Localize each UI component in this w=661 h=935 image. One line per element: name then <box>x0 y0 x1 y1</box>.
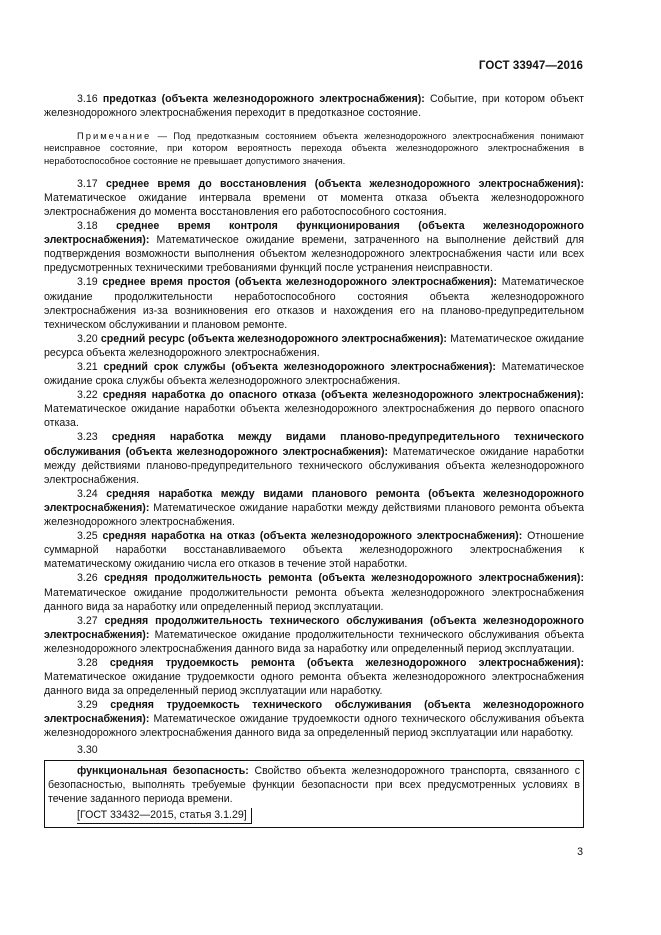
term-name: средняя трудоемкость технического обслуживания (объекта железнодорожного электроснабжения): <box>44 699 584 726</box>
term-name: средняя наработка на отказ (объекта железнодорожного электроснабжения): <box>102 530 523 543</box>
term-definition: Математическое ожидание трудоемкости одного ремонта объекта железнодорожного электроснабжения данного вида за определенный период эксплуатации или наработку. <box>44 671 584 698</box>
term-3-24 <box>44 487 584 529</box>
term-number: 3.26 <box>77 572 98 585</box>
source-reference: [ГОСТ 33432—2015, статья 3.1.29] <box>77 808 252 824</box>
term-definition: Математическое ожидание интервала времени от момента отказа объекта железнодорожного электроснабжения до момента восстановления его работоспособного состояния. <box>44 191 584 218</box>
term-3-29 <box>44 698 584 740</box>
term-3-20 <box>44 332 584 360</box>
term-name: средний ресурс (объекта железнодорожного электроснабжения): <box>100 332 447 345</box>
term-definition: Математическое ожидание трудоемкости одного технического обслуживания объекта железнодорожного электроснабжения данного вида за определенный период эксплуатации или наработку. <box>44 713 584 740</box>
term-name: средняя наработка между видами планово-предупредительного технического обслуживания (объекта железнодорожного электроснабжения): <box>44 431 584 458</box>
term-3-18 <box>44 219 584 275</box>
term-definition: Математическое ожидание продолжительности ремонта объекта железнодорожного электроснабжения данного вида за наработку или определенный период эксплуатации. <box>44 586 584 613</box>
term-number: 3.24 <box>77 487 98 500</box>
term-3-21 <box>44 360 584 388</box>
term-3-16 <box>44 92 584 120</box>
term-number: 3.21 <box>77 361 98 374</box>
term-3-17 <box>44 177 584 219</box>
term-definition: Свойство объекта железнодорожного транспорта, связанного с безопасностью, выполнять требуемые функции безопасности при всех предусмотренных условиях в течение заданного периода времени. <box>48 764 580 805</box>
note-label: Примечание <box>77 130 152 142</box>
note <box>44 130 584 167</box>
term-number: 3.16 <box>77 93 98 105</box>
note-dash: — <box>151 130 174 142</box>
term-3-30-box <box>44 760 584 828</box>
term-number: 3.27 <box>77 614 98 627</box>
term-name: среднее время контроля функционирования (объекта железнодорожного электроснабжения): <box>44 220 584 247</box>
term-number: 3.23 <box>77 431 98 444</box>
term-definition: Математическое ожидание срока службы объекта железнодорожного электроснабжения. <box>44 361 584 388</box>
term-definition: Математическое ожидание продолжительности неработоспособного состояния объекта железнодорожного электроснабжения из-за возникновения его отказов и нахождения его на планово-предупредительном техническом обслуживании и плановом ремонте. <box>44 276 584 331</box>
term-3-19 <box>44 275 584 331</box>
term-definition: Математическое ожидание наработки между действиями планового ремонта объекта железнодорожного электроснабжения. <box>44 501 584 529</box>
term-number: 3.22 <box>77 389 98 402</box>
term-3-27 <box>44 614 584 656</box>
standard-header: ГОСТ 33947—2016 <box>478 60 583 72</box>
term-definition: Математическое ожидание наработки между действиями планово-предупредительного технического обслуживания объекта железнодорожного электроснабжения. <box>44 445 584 486</box>
term-number: 3.18 <box>77 220 98 233</box>
page-number: 3 <box>577 846 583 858</box>
term-name: средняя продолжительность технического обслуживания (объекта железнодорожного электроснабжения): <box>44 614 585 641</box>
term-definition: Математическое ожидание продолжительности технического обслуживания объекта железнодорожного электроснабжения данного вида за наработку или определенный период эксплуатации. <box>44 628 584 655</box>
term-number: 3.19 <box>77 276 98 289</box>
term-3-22 <box>44 388 584 430</box>
term-definition: Событие, при котором объект железнодорожного электроснабжения переходит в предотказное состояние. <box>44 93 585 120</box>
term-number: 3.20 <box>77 332 98 345</box>
note-text: Под предотказным состоянием объекта железнодорожного электроснабжения понимают неисправное состояние, при котором вероятность перехода объекта железнодорожного электроснабжения в неработоспособное состояние не превышает допустимого значения. <box>44 130 584 166</box>
term-name: предотказ (объекта железнодорожного электроснабжения): <box>102 93 425 105</box>
term-3-30-number: 3.30 <box>77 743 98 756</box>
document-body <box>44 92 584 828</box>
term-number: 3.17 <box>77 177 98 190</box>
term-list <box>44 177 584 741</box>
term-number: 3.25 <box>77 530 98 543</box>
term-name: средний срок службы (объекта железнодорожного электроснабжения): <box>103 361 496 374</box>
term-3-25 <box>44 529 584 571</box>
term-definition: Математическое ожидание ресурса объекта железнодорожного электроснабжения. <box>44 332 584 359</box>
term-name: средняя наработка между видами планового ремонта (объекта железнодорожного электроснабжения): <box>44 487 584 514</box>
term-3-30 <box>48 764 580 806</box>
term-name: средняя трудоемкость ремонта (объекта железнодорожного электроснабжения): <box>109 656 584 669</box>
term-name: среднее время простоя (объекта железнодорожного электроснабжения): <box>102 276 498 289</box>
term-3-23 <box>44 430 584 486</box>
term-3-26 <box>44 571 584 613</box>
term-definition: Математическое ожидание наработки объекта железнодорожного электроснабжения до первого опасного отказа. <box>44 403 584 430</box>
term-name: функциональная безопасность: <box>77 764 249 777</box>
term-definition: Математическое ожидание времени, затраченного на выполнение действий для подтверждения возможности выполнения объектом железнодорожного электроснабжения части или всех предусмотренных техническими требованиями функций после устранения неисправности. <box>44 234 584 275</box>
term-name: среднее время до восстановления (объекта железнодорожного электроснабжения): <box>105 177 584 190</box>
term-3-28 <box>44 656 584 698</box>
term-number: 3.28 <box>77 656 98 669</box>
term-number: 3.29 <box>77 699 98 712</box>
term-name: средняя наработка до опасного отказа (объекта железнодорожного электроснабжения): <box>102 389 584 402</box>
term-name: средняя продолжительность ремонта (объекта железнодорожного электроснабжения): <box>104 572 584 585</box>
term-definition: Отношение суммарной наработки восстанавливаемого объекта железнодорожного электроснабжения к математическому ожиданию числа его отказов в течение этой наработки. <box>44 530 584 571</box>
